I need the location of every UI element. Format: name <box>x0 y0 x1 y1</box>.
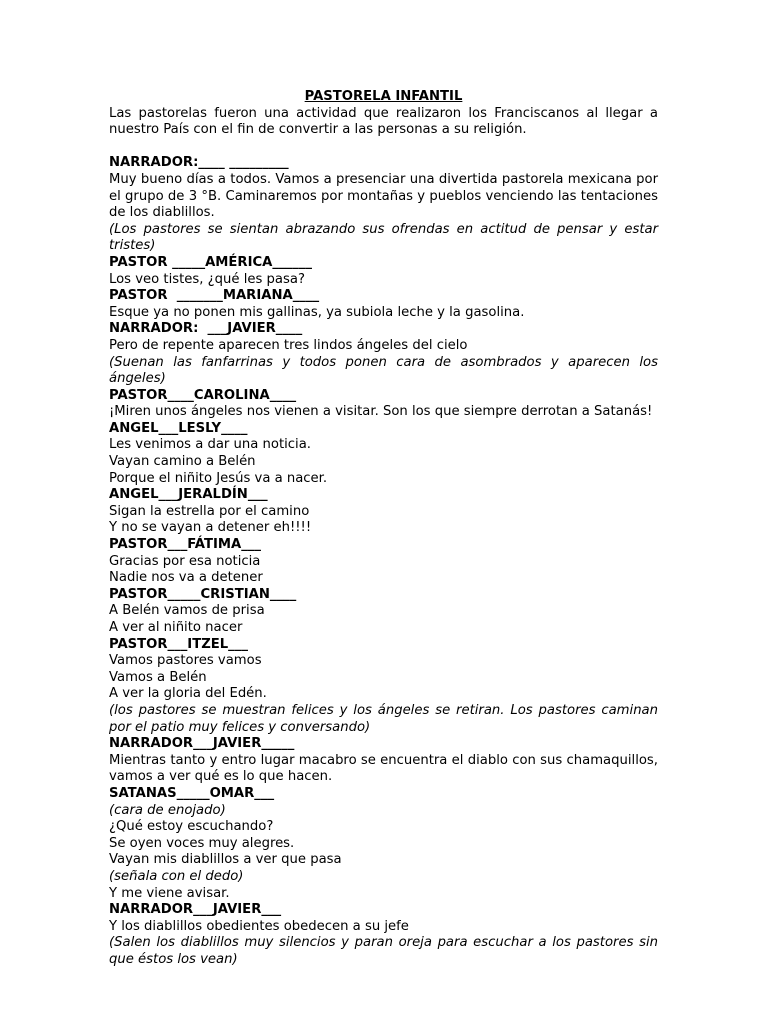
dialogue-line: Les venimos a dar una noticia. <box>109 437 311 453</box>
speaker-name: ANGEL___LESLY____ <box>109 420 248 436</box>
dialogue-line: Los veo tistes, ¿qué les pasa? <box>109 271 305 287</box>
dialogue-line: Vamos pastores vamos <box>109 653 262 669</box>
dialogue-line: Y no se vayan a detener eh!!!! <box>109 520 312 536</box>
stage-direction: (Los pastores se sientan abrazando sus ofrendas en actitud de pensar y estar tristes) <box>109 221 658 254</box>
document-page <box>109 89 658 968</box>
dialogue-line: Sigan la estrella por el camino <box>109 503 310 519</box>
dialogue-line: Gracias por esa noticia <box>109 553 261 569</box>
stage-direction: (Salen los diablillos muy silencios y paran oreja para escuchar a los pastores sin que éstos los vean) <box>109 935 658 967</box>
dialogue-line: ¡Miren unos ángeles nos vienen a visitar. Son los que siempre derrotan a Satanás! <box>109 404 653 420</box>
dialogue-line: Vayan mis diablillos a ver que pasa <box>109 852 342 868</box>
dialogue-line: A ver al niñito nacer <box>109 620 243 635</box>
speaker-name: PASTOR _______MARIANA____ <box>109 288 320 304</box>
dialogue-line: Vamos a Belén <box>109 669 207 685</box>
dialogue-line: Se oyen voces muy alegres. <box>109 835 295 851</box>
stage-direction: (Suenan las fanfarrinas y todos ponen cara de asombrados y aparecen los ángeles) <box>109 354 658 387</box>
dialogue-line: Esque ya no ponen mis gallinas, ya subiola leche y la gasolina. <box>109 304 525 320</box>
speaker-name: NARRADOR:____ _________ <box>109 155 289 171</box>
intro-paragraph: Las pastorelas fueron una actividad que realizaron los Franciscanos al llegar a nuestro País con el fin de convertir a las personas a su religión. <box>109 105 658 138</box>
stage-direction: (señala con el dedo) <box>109 868 244 884</box>
speaker-name: PASTOR____CAROLINA____ <box>109 387 297 403</box>
dialogue-line: Porque el niñito Jesús va a nacer. <box>109 470 328 486</box>
dialogue-line: Nadie nos va a detener <box>109 570 263 586</box>
dialogue-line: A Belén vamos de prisa <box>109 603 265 619</box>
speaker-name: NARRADOR___JAVIER_____ <box>109 736 295 752</box>
speaker-name: SATANAS_____OMAR___ <box>109 785 275 801</box>
speaker-name: ANGEL___JERALDÍN___ <box>109 487 268 503</box>
dialogue-line: A ver la gloria del Edén. <box>109 686 267 702</box>
dialogue-line: Pero de repente aparecen tres lindos ángeles del cielo <box>109 337 468 353</box>
blank-line <box>109 139 658 156</box>
speaker-name: NARRADOR___JAVIER___ <box>109 902 282 918</box>
dialogue-line: Vayan camino a Belén <box>109 454 256 470</box>
stage-direction: (cara de enojado) <box>109 802 226 818</box>
dialogue-line: Y los diablillos obedientes obedecen a su jefe <box>109 918 409 934</box>
document-title: PASTORELA INFANTIL <box>304 89 463 104</box>
script-body <box>109 155 658 968</box>
dialogue-line: Muy bueno días a todos. Vamos a presenciar una divertida pastorela mexicana por el grupo de 3 °B. Caminaremos por montañas y pueblos venciendo las tentaciones de los diablillos. <box>109 171 658 221</box>
speaker-name: PASTOR_____CRISTIAN____ <box>109 586 297 602</box>
dialogue-line: Y me viene avisar. <box>109 885 230 901</box>
speaker-name: PASTOR___ITZEL___ <box>109 636 248 652</box>
speaker-name: PASTOR _____AMÉRICA______ <box>109 254 312 270</box>
dialogue-line: ¿Qué estoy escuchando? <box>109 819 274 835</box>
dialogue-line: Mientras tanto y entro lugar macabro se encuentra el diablo con sus chamaquillos, vamos a ver qué es lo que hacen. <box>109 752 658 785</box>
speaker-name: NARRADOR: ___JAVIER____ <box>109 321 303 337</box>
speaker-name: PASTOR___FÁTIMA___ <box>109 537 261 553</box>
stage-direction: (los pastores se muestran felices y los ángeles se retiran. Los pastores caminan por el patio muy felices y conversando) <box>109 702 658 735</box>
